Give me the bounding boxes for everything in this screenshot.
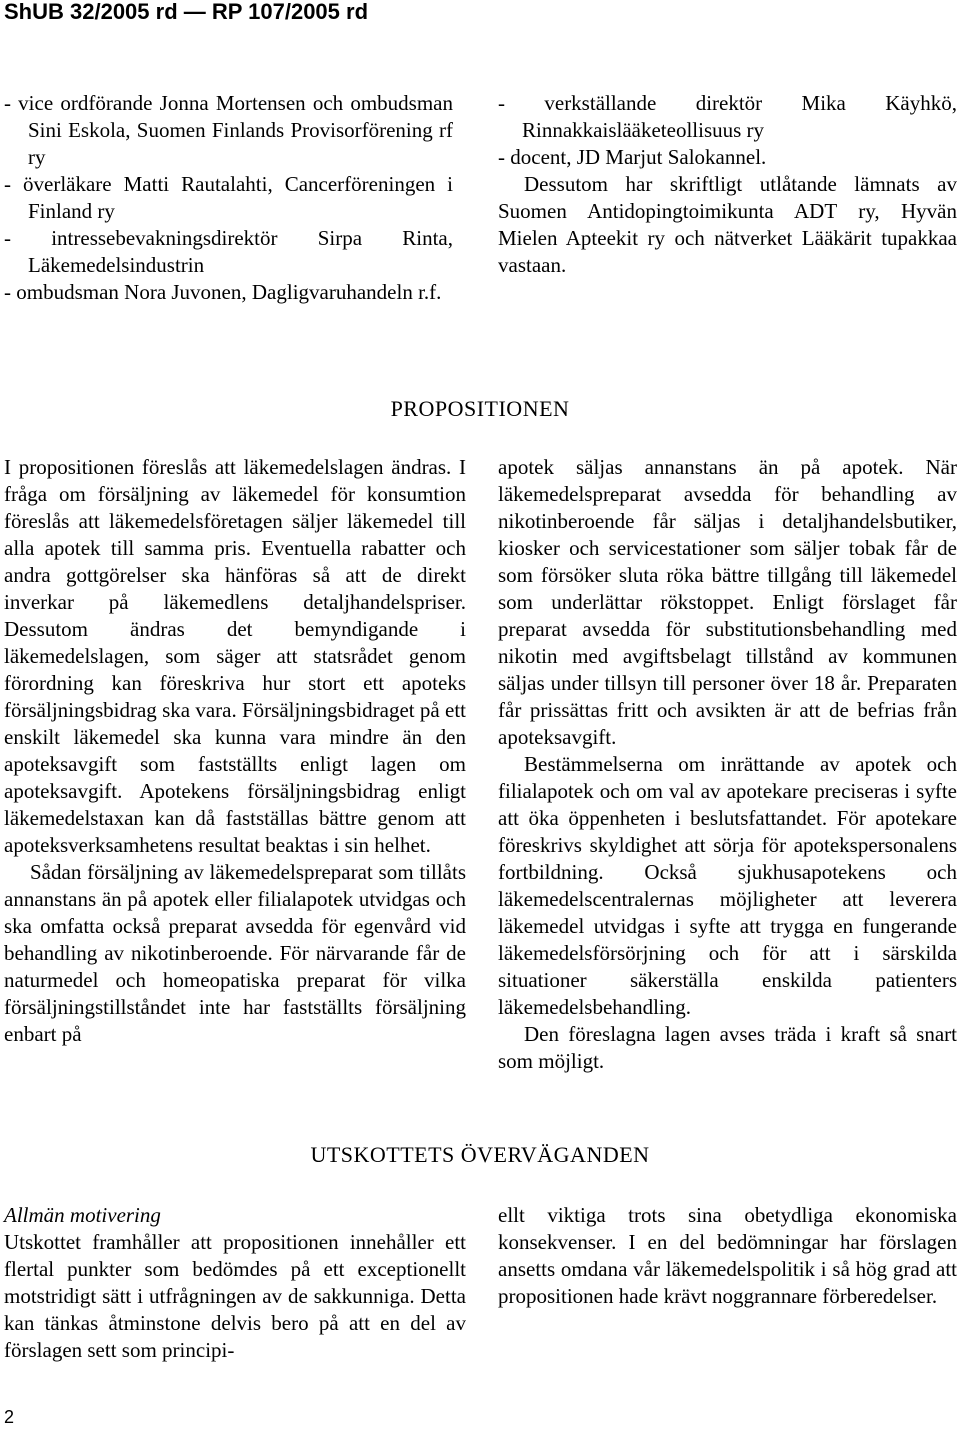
body-paragraph: apotek säljas annanstans än på apotek. När läkemedelspreparat avsedda för behandling av nikotinberoende får säljas i detaljhandelsbutiker, kiosker och servicestationer som säljer tobak får de som försöker sluta röka bättre tillgång till läkemedel som underlättar rökstoppet. Enligt förslaget får preparat avsedda för substitutionsbehandling med nikotin med avgiftsbelagt tillstånd av kommunen säljas under tillsyn till personer över 18 år. Preparaten får prissättas fritt och avsikten är att de befrias från apoteksavgift.	[498, 455, 957, 749]
page-header-title: ShUB 32/2005 rd — RP 107/2005 rd	[4, 0, 369, 24]
section-heading-propositionen: PROPOSITIONEN	[390, 396, 570, 421]
hearing-list-item: - överläkare Matti Rautalahti, Cancerföreningen i Finland ry	[4, 172, 453, 223]
subheading-allman-motivering: Allmän motivering	[4, 1203, 161, 1227]
section-heading-overvaganden: UTSKOTTETS ÖVERVÄGANDEN	[310, 1142, 650, 1167]
body-paragraph: ellt viktiga trots sina obetydliga ekonomiska konsekvenser. I en del bedömningar har förslagen ansetts omdana vår läkemedelspolitik i så hög grad att propositionen hade krävt noggrannare förberedelser.	[498, 1203, 957, 1308]
written-statement-paragraph: Dessutom har skriftligt utlåtande lämnats av Suomen Antidopingtoimikunta ADT ry, Hyvän Mielen Apteekit ry och nätverket Lääkärit tupakkaa vastaan.	[498, 172, 957, 277]
body-paragraph: Sådan försäljning av läkemedelspreparat som tillåts annanstans än på apotek eller filialapotek utvidgas och ska omfatta också preparat avsedda för egenvård vid behandling av nikotinberoende. För närvarande får de naturmedel och homeopatiska preparat för vilka försäljningstillståndet inte har fastställts försäljning enbart på	[4, 860, 466, 1046]
propositionen-right-column	[498, 454, 957, 1075]
body-paragraph: Bestämmelserna om inrättande av apotek och filialapotek och om val av apotekare preciseras i syfte att öka öppenheten i beslutsfattandet. För apotekare föreskrivs skyldighet att sörja för apotekspersonalens fortbildning. Också sjukhusapotekens och läkemedelscentralernas möjligheter att leverera läkemedel utvidgas i syfte att trygga en fungerande läkemedelsförsörjning och för att i särskilda situationer säkerställa enskilda patienters läkemedelsbehandling.	[498, 752, 957, 1019]
propositionen-left-column	[4, 454, 466, 1048]
hearing-list-item: - vice ordförande Jonna Mortensen och ombudsman Sini Eskola, Suomen Finlands Provisorförening rf ry	[4, 91, 453, 169]
hearing-list-item: - ombudsman Nora Juvonen, Dagligvaruhandeln r.f.	[4, 280, 442, 304]
hearing-list-item: - verkställande direktör Mika Käyhkö, Rinnakkaislääketeollisuus ry	[498, 91, 957, 142]
hearing-list-item: - intressebevakningsdirektör Sirpa Rinta, Läkemedelsindustrin	[4, 226, 453, 277]
overvaganden-left-column	[4, 1202, 466, 1364]
overvaganden-right-column	[498, 1202, 957, 1310]
hearing-right-column	[498, 90, 957, 279]
body-paragraph: Den föreslagna lagen avses träda i kraft så snart som möjligt.	[498, 1022, 957, 1073]
body-paragraph: Utskottet framhåller att propositionen innehåller ett flertal punkter som bedömdes på ett exceptionellt motstridigt sätt i utfrågningen av de sakkunniga. Detta kan tänkas åtminstone delvis bero på att en del av förslagen sett som principi-	[4, 1230, 466, 1362]
page-number: 2	[4, 1407, 15, 1427]
hearing-list-item: - docent, JD Marjut Salokannel.	[498, 145, 767, 169]
body-paragraph: I propositionen föreslås att läkemedelslagen ändras. I fråga om försäljning av läkemedel för konsumtion föreslås att läkemedelsföretagen säljer läkemedel till alla apotek till samma pris. Eventuella rabatter och andra gottgörelser ska hänföras så att de direkt inverkar på läkemedlens detaljhandelspriser. Dessutom ändras det bemyndigande i läkemedelslagen, som säger att statsrådet genom förordning kan föreskriva hur stort ett apoteks försäljningsbidrag ska vara. Försäljningsbidraget på ett enskilt läkemedel ska kunna vara mindre än den apoteksavgift som fastställts enligt lagen om apoteksavgift. Apotekens försäljningsbidrag enligt läkemedelstaxan kan då fastställas bättre genom att apoteksverksamhetens resultat beaktas i sin helhet.	[4, 455, 466, 857]
hearing-left-column	[4, 90, 453, 306]
